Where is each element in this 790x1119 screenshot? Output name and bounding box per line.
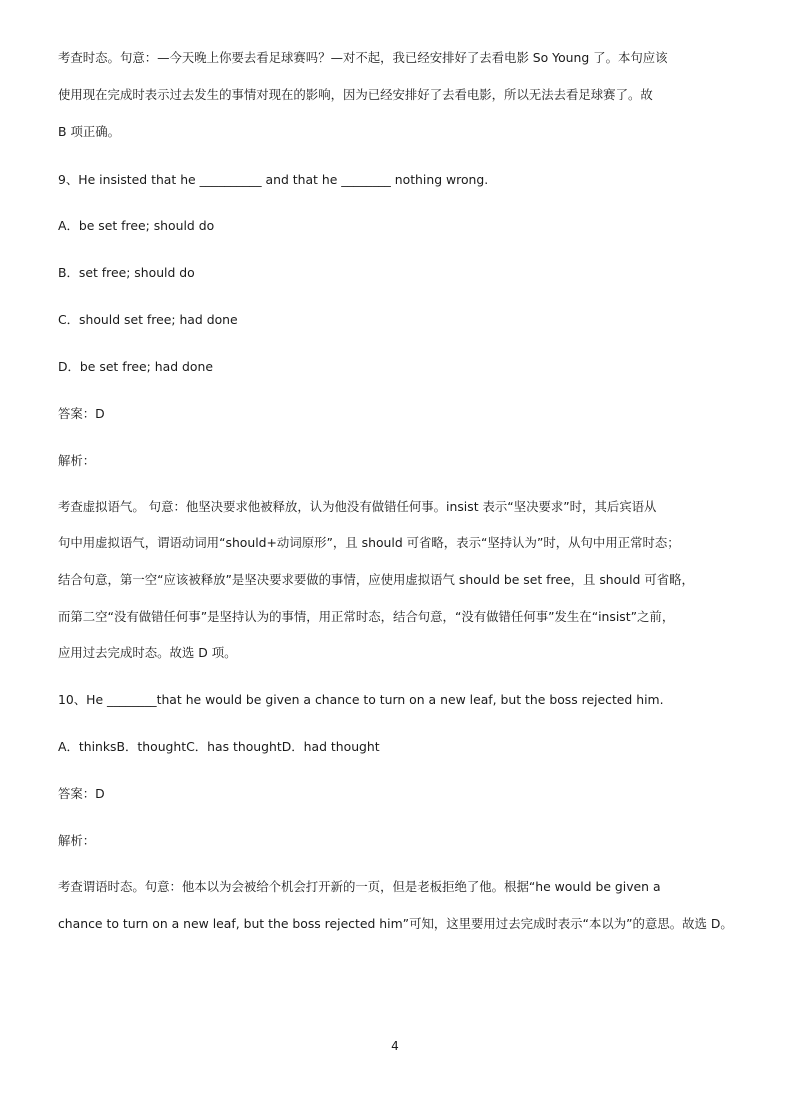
analysis-line: 而第二空“没有做错任何事”是坚持认为的事情，用正常时态，结合句意，“没有做错任何事”发生在“insist”之前， bbox=[58, 609, 675, 624]
analysis-line: 考查虚拟语气。 句意：他坚决要求他被释放，认为他没有做错任何事。insist 表示“坚决要求”时，其后宾语从 bbox=[58, 499, 657, 514]
option-c: C．should set free; had done bbox=[58, 312, 238, 327]
analysis-line: 使用现在完成时表示过去发生的事情对现在的影响，因为已经安排好了去看电影，所以无法去看足球赛了。故 bbox=[58, 87, 653, 102]
analysis-line: 考查谓语时态。句意：他本以为会被给个机会打开新的一页，但是老板拒绝了他。根据“he would be given a bbox=[58, 879, 661, 894]
analysis-line: 句中用虚拟语气，谓语动词用“should+动词原形”，且 should 可省略，表示“坚持认为”时，从句中用正常时态； bbox=[58, 535, 680, 550]
option-b: B．set free; should do bbox=[58, 265, 195, 280]
option-d: D．be set free; had done bbox=[58, 359, 213, 374]
analysis-label: 解析： bbox=[58, 833, 96, 848]
options-line: A．thinksB．thoughtC．has thoughtD．had thought bbox=[58, 739, 380, 754]
answer-label: 答案：D bbox=[58, 406, 105, 421]
analysis-line: 考查时态。句意：—今天晚上你要去看足球赛吗？—对不起，我已经安排好了去看电影 So Young 了。本句应该 bbox=[58, 50, 668, 65]
page-number: 4 bbox=[391, 1039, 399, 1053]
analysis-line: 应用过去完成时态。故选 D 项。 bbox=[58, 645, 237, 660]
analysis-line: B 项正确。 bbox=[58, 124, 121, 139]
answer-label: 答案：D bbox=[58, 786, 105, 801]
question-text: 10、He ________that he would be given a chance to turn on a new leaf, but the boss rejected him. bbox=[58, 692, 664, 707]
analysis-line: 结合句意，第一空“应该被释放”是坚决要求要做的事情，应使用虚拟语气 should be set free，且 should 可省略， bbox=[58, 572, 694, 587]
analysis-line: chance to turn on a new leaf, but the boss rejected him”可知，这里要用过去完成时表示“本以为”的意思。故选 D。 bbox=[58, 916, 733, 931]
option-a: A．be set free; should do bbox=[58, 218, 215, 233]
question-text: 9、He insisted that he __________ and that he ________ nothing wrong. bbox=[58, 172, 489, 187]
analysis-label: 解析： bbox=[58, 453, 96, 468]
